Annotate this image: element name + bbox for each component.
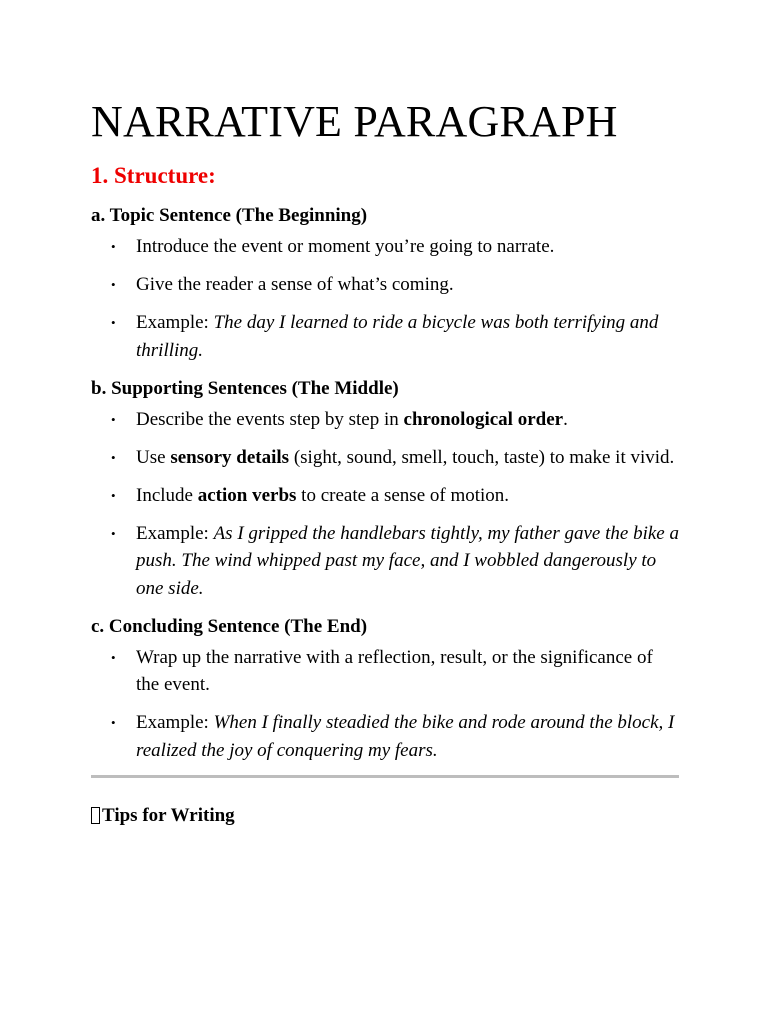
bullet-icon: • <box>111 277 116 292</box>
emphasis-text: chronological order <box>403 408 564 430</box>
bullet-icon: • <box>111 649 116 665</box>
tips-heading-label: Tips for Writing <box>102 804 235 826</box>
section-heading: 1. Structure: <box>91 163 216 188</box>
list-item: • Example: As I gripped the handlebars tightly, my father gave the bike a push. The wind whipped past my face, and I wobbled dangerously to one side. <box>91 520 679 603</box>
bullet-icon: • <box>111 315 116 330</box>
subheading-topic-sentence: a. Topic Sentence (The Beginning) <box>91 205 368 226</box>
list-item: • Describe the events step by step in chronological order. <box>91 406 679 434</box>
subheading-concluding-sentence: c. Concluding Sentence (The End) <box>91 615 368 637</box>
example-text: As I gripped the handlebars tightly, my father gave the bike a push. The wind whipped past my face, and I wobbled dangerously to one side. <box>136 522 679 599</box>
concluding-sentence-list <box>91 644 679 765</box>
tips-heading <box>91 802 679 830</box>
bullet-icon: • <box>111 449 116 465</box>
missing-glyph-icon <box>91 807 100 824</box>
subheading-supporting-sentences: b. Supporting Sentences (The Middle) <box>91 377 399 399</box>
bullet-icon: • <box>111 525 116 541</box>
list-item: • Use sensory details (sight, sound, smell, touch, taste) to make it vivid. <box>91 444 679 472</box>
supporting-sentences-list <box>91 406 679 603</box>
example-text: The day I learned to ride a bicycle was both terrifying and thrilling. <box>136 312 659 361</box>
bullet-icon: • <box>111 487 116 503</box>
topic-sentence-list <box>91 233 679 364</box>
list-item: • Introduce the event or moment you’re going to narrate. <box>91 233 679 261</box>
bullet-icon: • <box>111 411 116 427</box>
list-item: • Example: When I finally steadied the bike and rode around the block, I realized the joy of conquering my fears. <box>91 709 679 764</box>
list-item: • Wrap up the narrative with a reflection, result, or the significance of the event. <box>91 644 679 699</box>
list-item: • Include action verbs to create a sense of motion. <box>91 482 679 510</box>
bullet-icon: • <box>111 239 116 254</box>
section-divider <box>91 775 679 778</box>
emphasis-text: sensory details <box>170 446 290 468</box>
list-item: • Example: The day I learned to ride a bicycle was both terrifying and thrilling. <box>91 309 679 364</box>
list-item: • Give the reader a sense of what’s coming. <box>91 271 679 299</box>
example-text: When I finally steadied the bike and rode around the block, I realized the joy of conquering my fears. <box>136 712 675 761</box>
document-page <box>91 94 679 830</box>
emphasis-text: action verbs <box>197 484 297 506</box>
bullet-icon: • <box>111 715 116 730</box>
page-title: NARRATIVE PARAGRAPH <box>91 97 618 146</box>
